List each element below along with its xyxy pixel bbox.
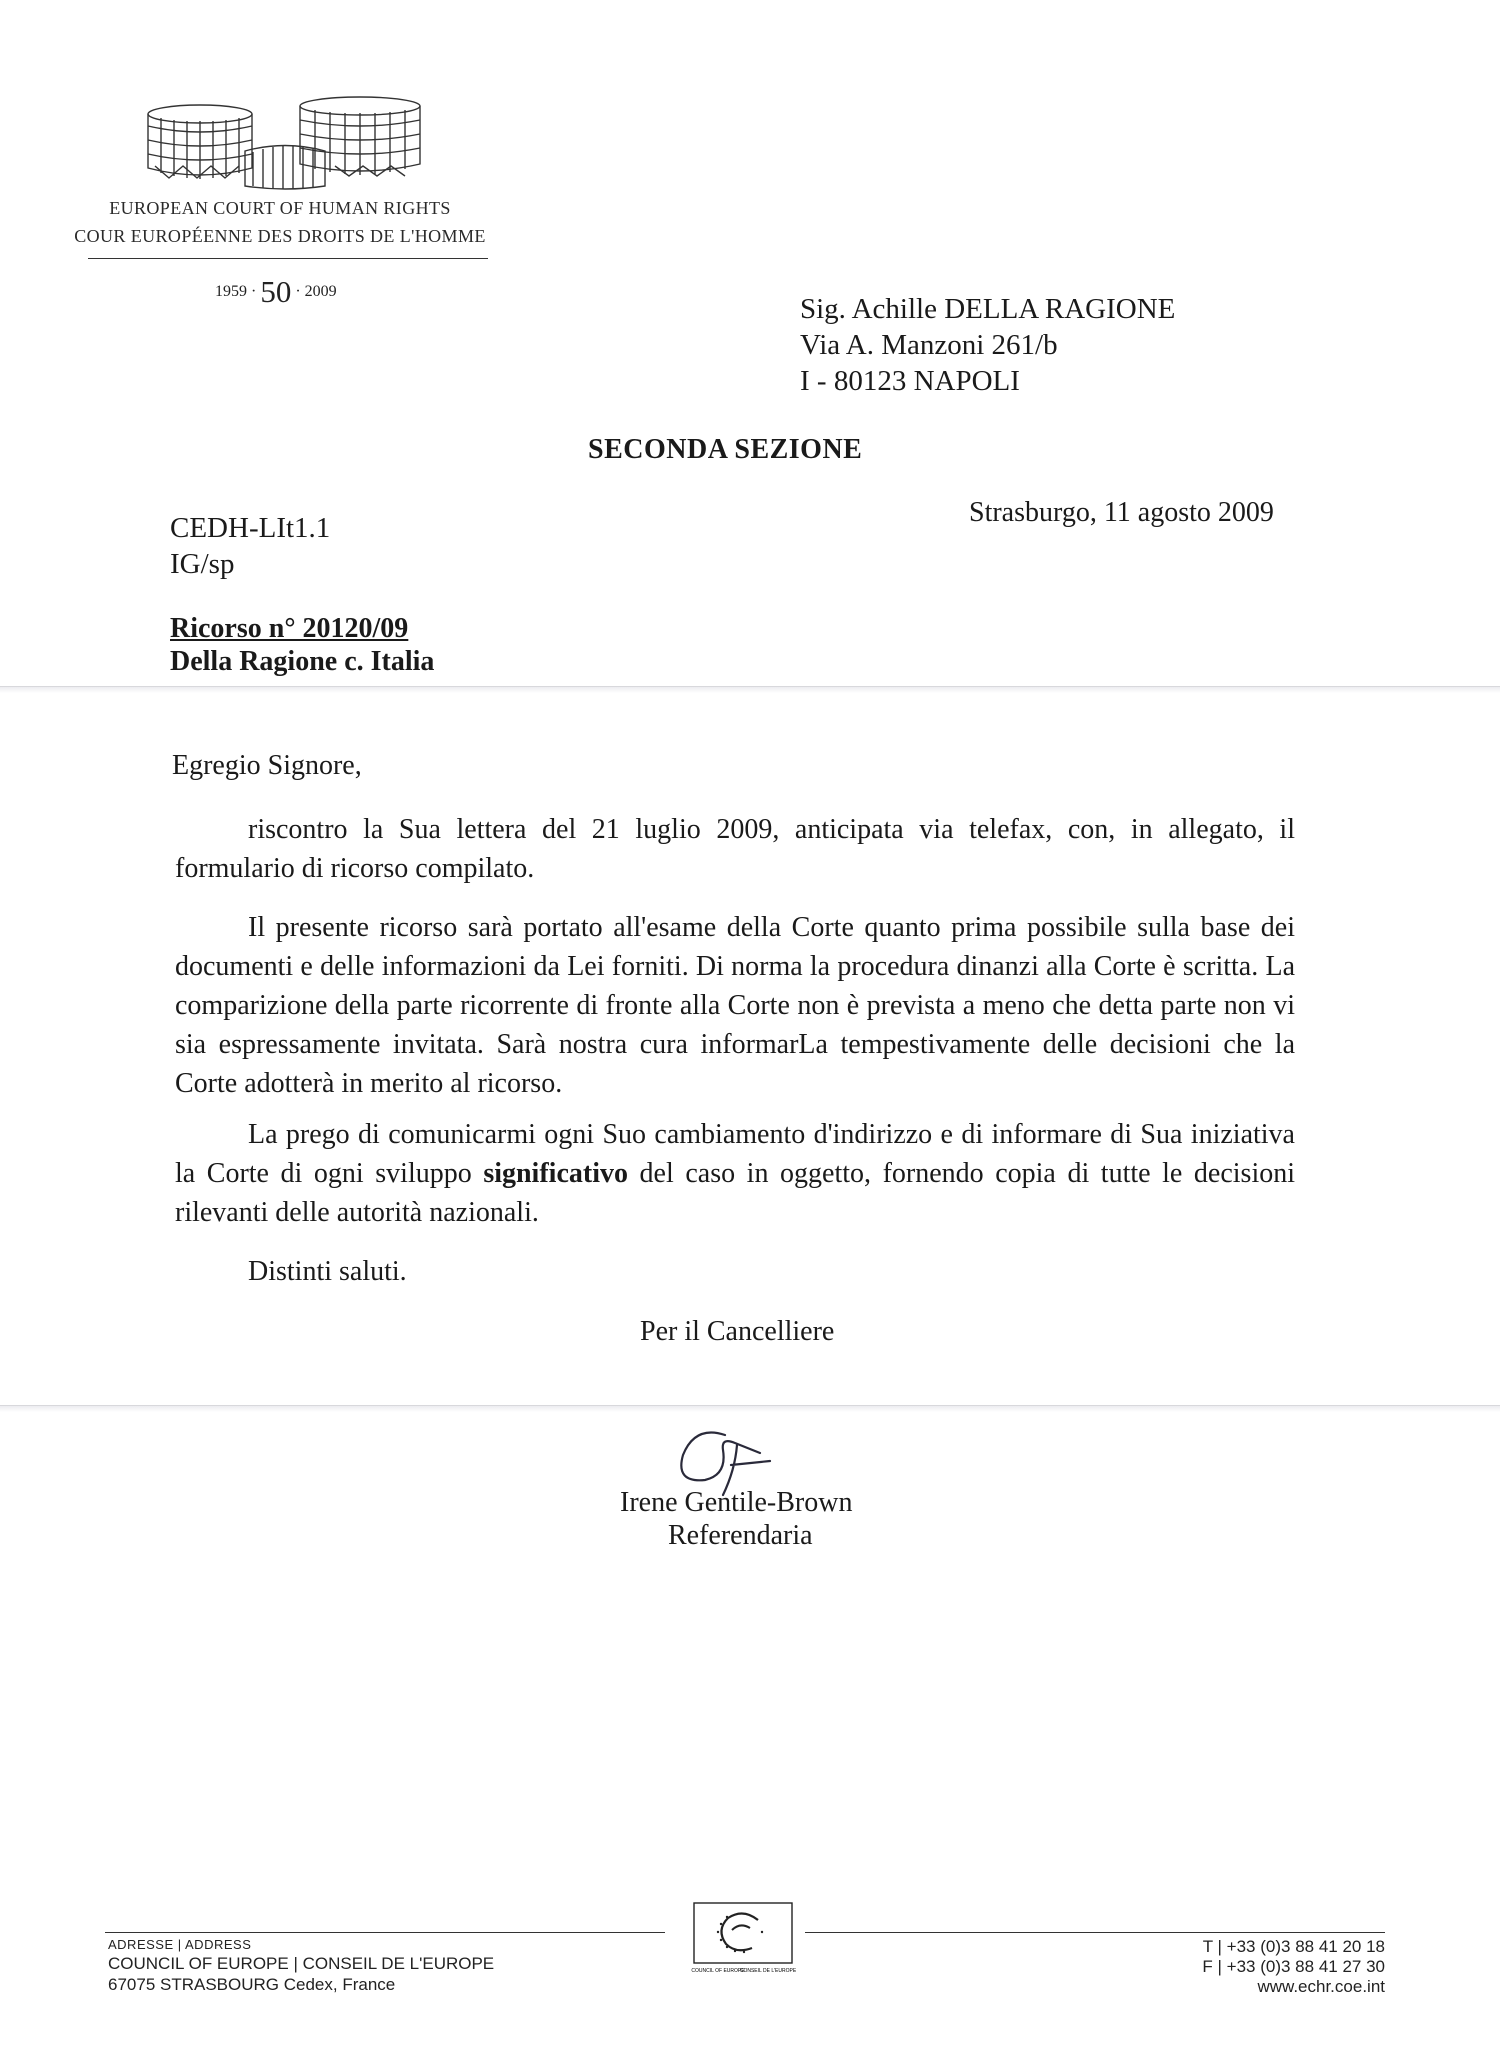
place-date: Strasburgo, 11 agosto 2009 [969, 497, 1274, 528]
section-title: SECONDA SEZIONE [588, 434, 863, 465]
footer-website[interactable]: www.echr.coe.int [1257, 1977, 1385, 1996]
court-building-logo [135, 96, 435, 191]
footer-divider-right [805, 1932, 1385, 1933]
recipient-city: I - 80123 NAPOLI [800, 365, 1020, 397]
fold-shade [0, 1406, 1500, 1412]
case-number: Ricorso n° 20120/09 [170, 613, 409, 644]
paragraph-3-start: La prego di comunicarmi ogni Suo cambiamento d'indirizzo e di informare di Sua iniziativa la Corte di ogni sviluppo [175, 1119, 1295, 1189]
footer-address-label: ADRESSE | ADDRESS [108, 1937, 252, 1952]
council-of-europe-logo [688, 1902, 798, 1980]
reference-code: CEDH-LIt1.1 [170, 512, 331, 544]
court-name-fr: COUR EUROPÉENNE DES DROITS DE L'HOMME [74, 226, 486, 246]
per-cancelliere: Per il Cancelliere [640, 1316, 835, 1347]
paragraph-3-emphasis: significativo [483, 1158, 628, 1189]
coe-logo-text-en: COUNCIL OF EUROPE [691, 1968, 745, 1974]
greeting: Egregio Signore, [172, 750, 362, 781]
recipient-street: Via A. Manzoni 261/b [800, 329, 1058, 361]
footer-divider-left [105, 1932, 665, 1933]
signer-name: Irene Gentile-Brown [620, 1487, 853, 1518]
anniversary-mark: 1959 · 50 · 2009 [215, 274, 337, 309]
footer-fax: F | +33 (0)3 88 41 27 30 [1202, 1957, 1385, 1976]
anniversary-start: 1959 [215, 283, 247, 300]
case-title: Della Ragione c. Italia [170, 646, 435, 677]
footer-phone: T | +33 (0)3 88 41 20 18 [1202, 1937, 1385, 1956]
fold-shade [0, 687, 1500, 693]
anniversary-end: 2009 [304, 283, 337, 300]
signer-title: Referendaria [668, 1520, 813, 1551]
paragraph-3 [175, 1115, 1295, 1232]
paragraph-3-end: del caso in oggetto, fornendo copia di tutte le decisioni rilevanti delle autorità nazionali. [175, 1158, 1296, 1228]
paragraph-1: riscontro la Sua lettera del 21 luglio 2009, anticipata via telefax, con, in allegato, il formulario di ricorso compilato. [175, 814, 1295, 884]
coe-logo-text-fr: CONSEIL DE L'EUROPE [739, 1968, 797, 1974]
paragraph-2: Il presente ricorso sarà portato all'esame della Corte quanto prima possibile sulla base dei documenti e delle informazioni da Lei forniti. Di norma la procedura dinanzi alla Corte è scritta. La comparizione della parte ricorrente di fronte alla Corte non è prevista a meno che detta parte non vi sia espressamente invitata. Sarà nostra cura informarLa tempestivamente delle decisioni che la Corte adotterà in merito al ricorso. [175, 912, 1295, 1099]
recipient-name: Sig. Achille DELLA RAGIONE [800, 293, 1176, 325]
letterhead-divider [88, 258, 488, 259]
anniversary-number: 50 [260, 274, 292, 309]
closing: Distinti saluti. [248, 1256, 407, 1287]
footer-organisation: COUNCIL OF EUROPE | CONSEIL DE L'EUROPE [108, 1954, 495, 1973]
court-name-en: EUROPEAN COURT OF HUMAN RIGHTS [109, 198, 451, 218]
footer-postal: 67075 STRASBOURG Cedex, France [108, 1975, 396, 1994]
reference-initials: IG/sp [170, 548, 235, 580]
